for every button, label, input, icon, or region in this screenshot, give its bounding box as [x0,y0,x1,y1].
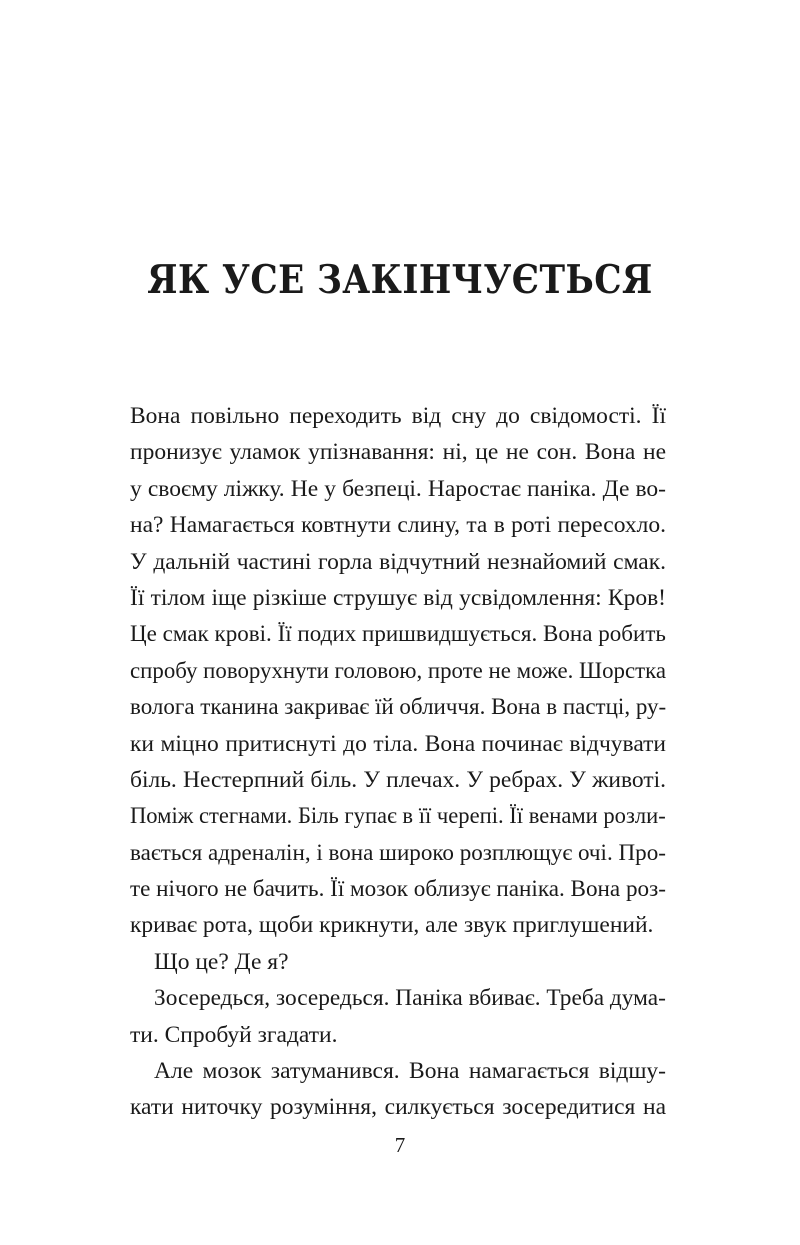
chapter-title: ЯК УСЕ ЗАКІНЧУЄТЬСЯ [147,257,653,303]
text-line: кати ниточку розуміння, силкується зосередитися на [130,1094,666,1121]
text-line: на? Намагається ковтнути слину, та в роті пересохло. [130,512,666,539]
text-line: Але мозок затуманився. Вона намагається відшу- [154,1058,666,1085]
text-line: ки міцно притиснуті до тіла. Вона починає відчувати [130,730,666,757]
text-line: у своєму ліжку. Не у безпеці. Наростає паніка. Де во- [130,475,666,502]
text-line: спробу поворухнути головою, проте не може. Шорстка [130,657,667,684]
text-line: Це смак крові. Її подих пришвидшується. Вона робить [130,621,666,648]
text-line: Поміж стегнами. Біль гупає в її черепі. Її венами розли- [130,803,666,830]
text-line: пронизує уламок упізнавання: ні, це не сон. Вона не [130,439,666,466]
text-line: біль. Нестерпний біль. У плечах. У ребрах. У животі. [130,766,666,793]
text-line: Її тілом іще різкіше струшує від усвідомлення: Кров! [130,584,666,611]
text-line: Що це? Де я? [154,948,289,975]
text-line: вається адреналін, і вона широко розплющує очі. Про- [130,839,666,866]
text-line: У дальній частині горла відчутний незнайомий смак. [130,548,666,575]
text-line: ти. Спробуй згадати. [130,1021,338,1048]
page-number: 7 [394,1133,406,1157]
body-text [130,398,666,1126]
text-line: Зосередься, зосередься. Паніка вбиває. Треба дума- [154,985,666,1012]
text-line: те нічого не бачить. Її мозок облизує паніка. Вона роз- [130,876,666,903]
text-line: Вона повільно переходить від сну до свідомості. Її [130,403,666,429]
text-line: волога тканина закриває їй обличчя. Вона в пастці, ру- [130,694,667,721]
text-line: криває рота, щоби крикнути, але звук приглушений. [130,912,654,939]
